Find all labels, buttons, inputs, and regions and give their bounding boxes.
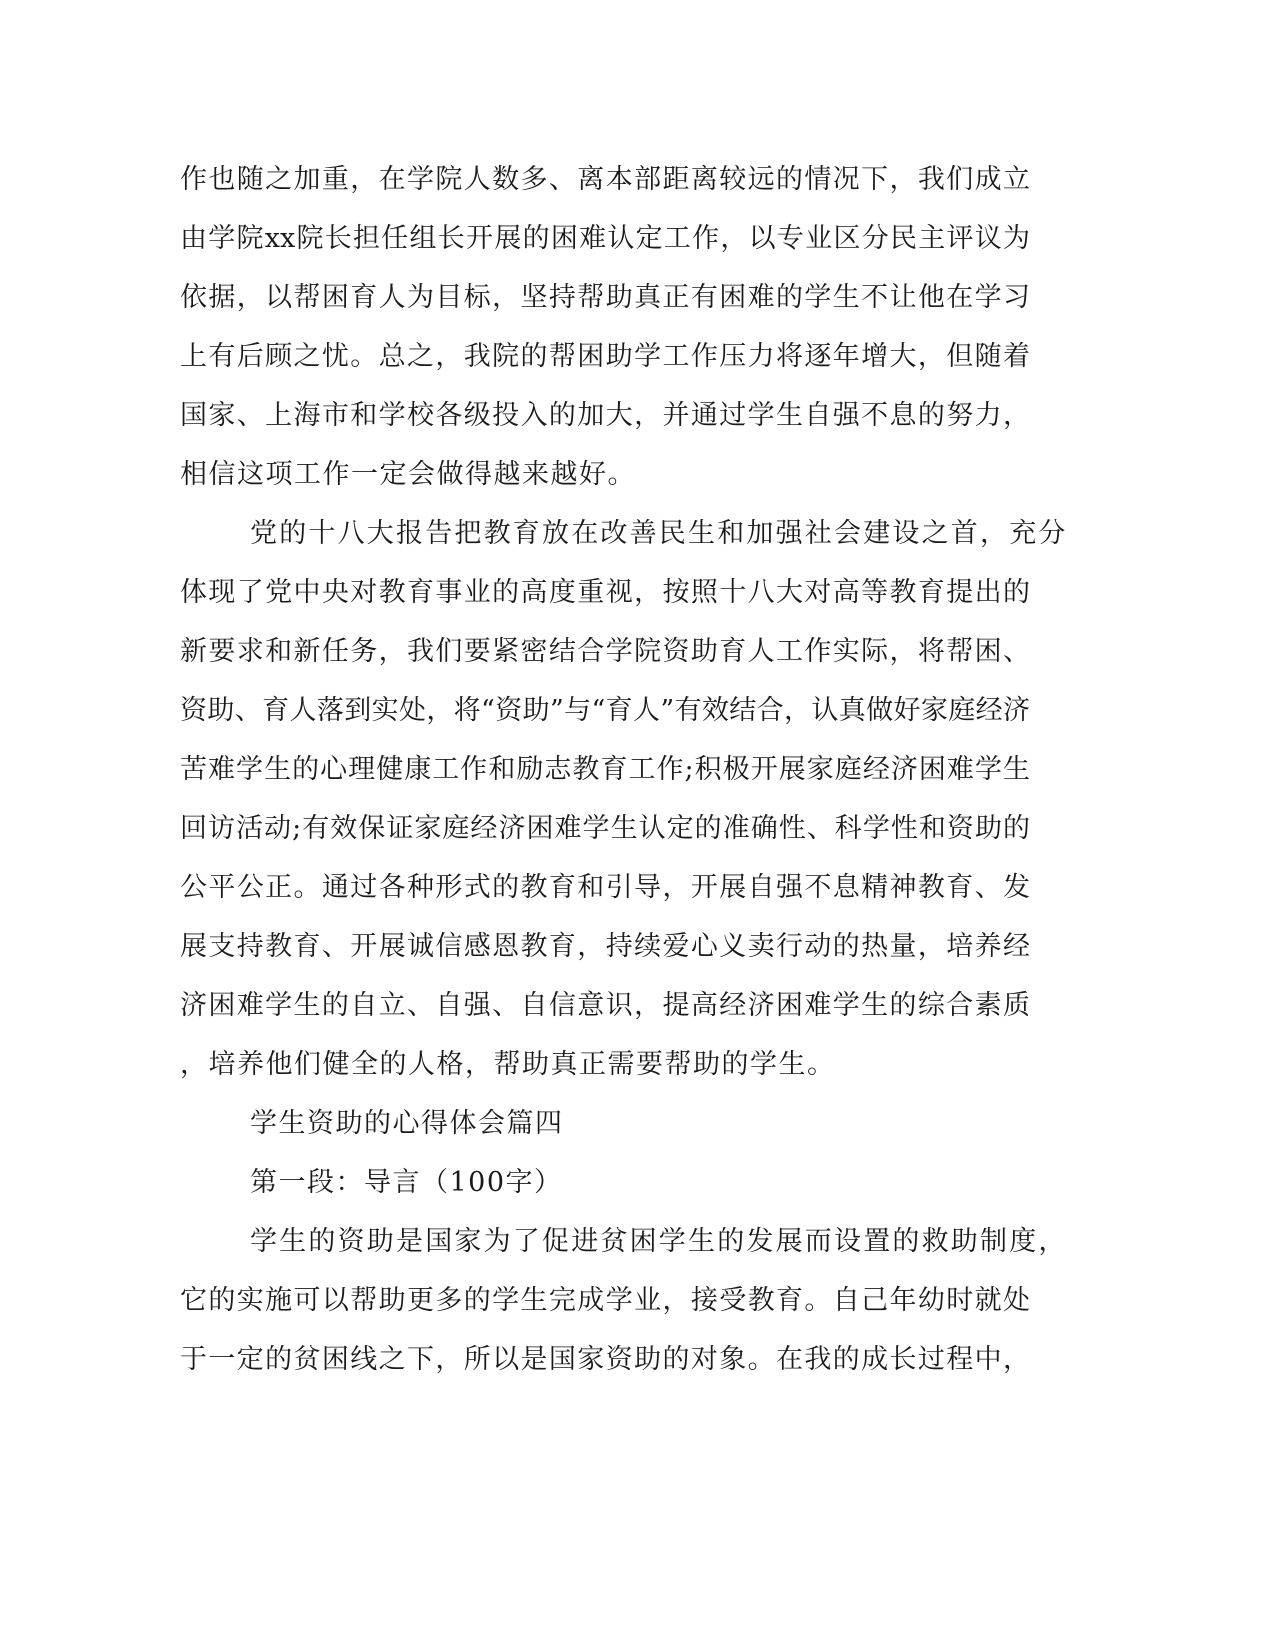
text-line: 济困难学生的自立、自强、自信意识，提高经济困难学生的综合素质 [180,990,1030,1021]
text-line: 资助、育人落到实处，将“资助”与“育人”有效结合，认真做好家庭经济 [180,695,1030,726]
text-line: 公平公正。通过各种形式的教育和引导，开展自强不息精神教育、发 [180,872,1030,903]
text-line: 回访活动;有效保证家庭经济困难学生认定的准确性、科学性和资助的 [180,813,1030,844]
section-heading: 学生资助的心得体会篇四 [250,1108,564,1139]
text-line: 相信这项工作一定会做得越来越好。 [180,459,636,490]
paragraph-first-line: 党的十八大报告把教育放在改善民生和加强社会建设之首，充分 [250,518,1068,549]
text-line: 由学院xx院长担任组长开展的困难认定工作，以专业区分民主评议为 [180,223,1030,254]
sub-heading: 第一段：导言（100字） [250,1167,563,1198]
text-line: 新要求和新任务，我们要紧密结合学院资助育人工作实际，将帮困、 [180,636,1030,667]
text-line: 作也随之加重，在学院人数多、离本部距离较远的情况下，我们成立 [180,164,1030,195]
text-line: 它的实施可以帮助更多的学生完成学业，接受教育。自己年幼时就处 [180,1285,1030,1316]
text-line: 依据，以帮困育人为目标，坚持帮助真正有困难的学生不让他在学习 [180,282,1030,313]
text-line: 于一定的贫困线之下，所以是国家资助的对象。在我的成长过程中， [180,1344,1030,1375]
paragraph-first-line: 学生的资助是国家为了促进贫困学生的发展而设置的救助制度， [250,1226,1068,1257]
text-line: 国家、上海市和学校各级投入的加大，并通过学生自强不息的努力， [180,400,1030,431]
text-line: 上有后顾之忧。总之，我院的帮困助学工作压力将逐年增大，但随着 [180,341,1030,372]
text-line: 体现了党中央对教育事业的高度重视，按照十八大对高等教育提出的 [180,577,1030,608]
text-line: 苦难学生的心理健康工作和励志教育工作;积极开展家庭经济困难学生 [180,754,1030,785]
text-line: 展支持教育、开展诚信感恩教育，持续爱心义卖行动的热量，培养经 [180,931,1030,962]
text-line: ，培养他们健全的人格，帮助真正需要帮助的学生。 [180,1049,836,1080]
